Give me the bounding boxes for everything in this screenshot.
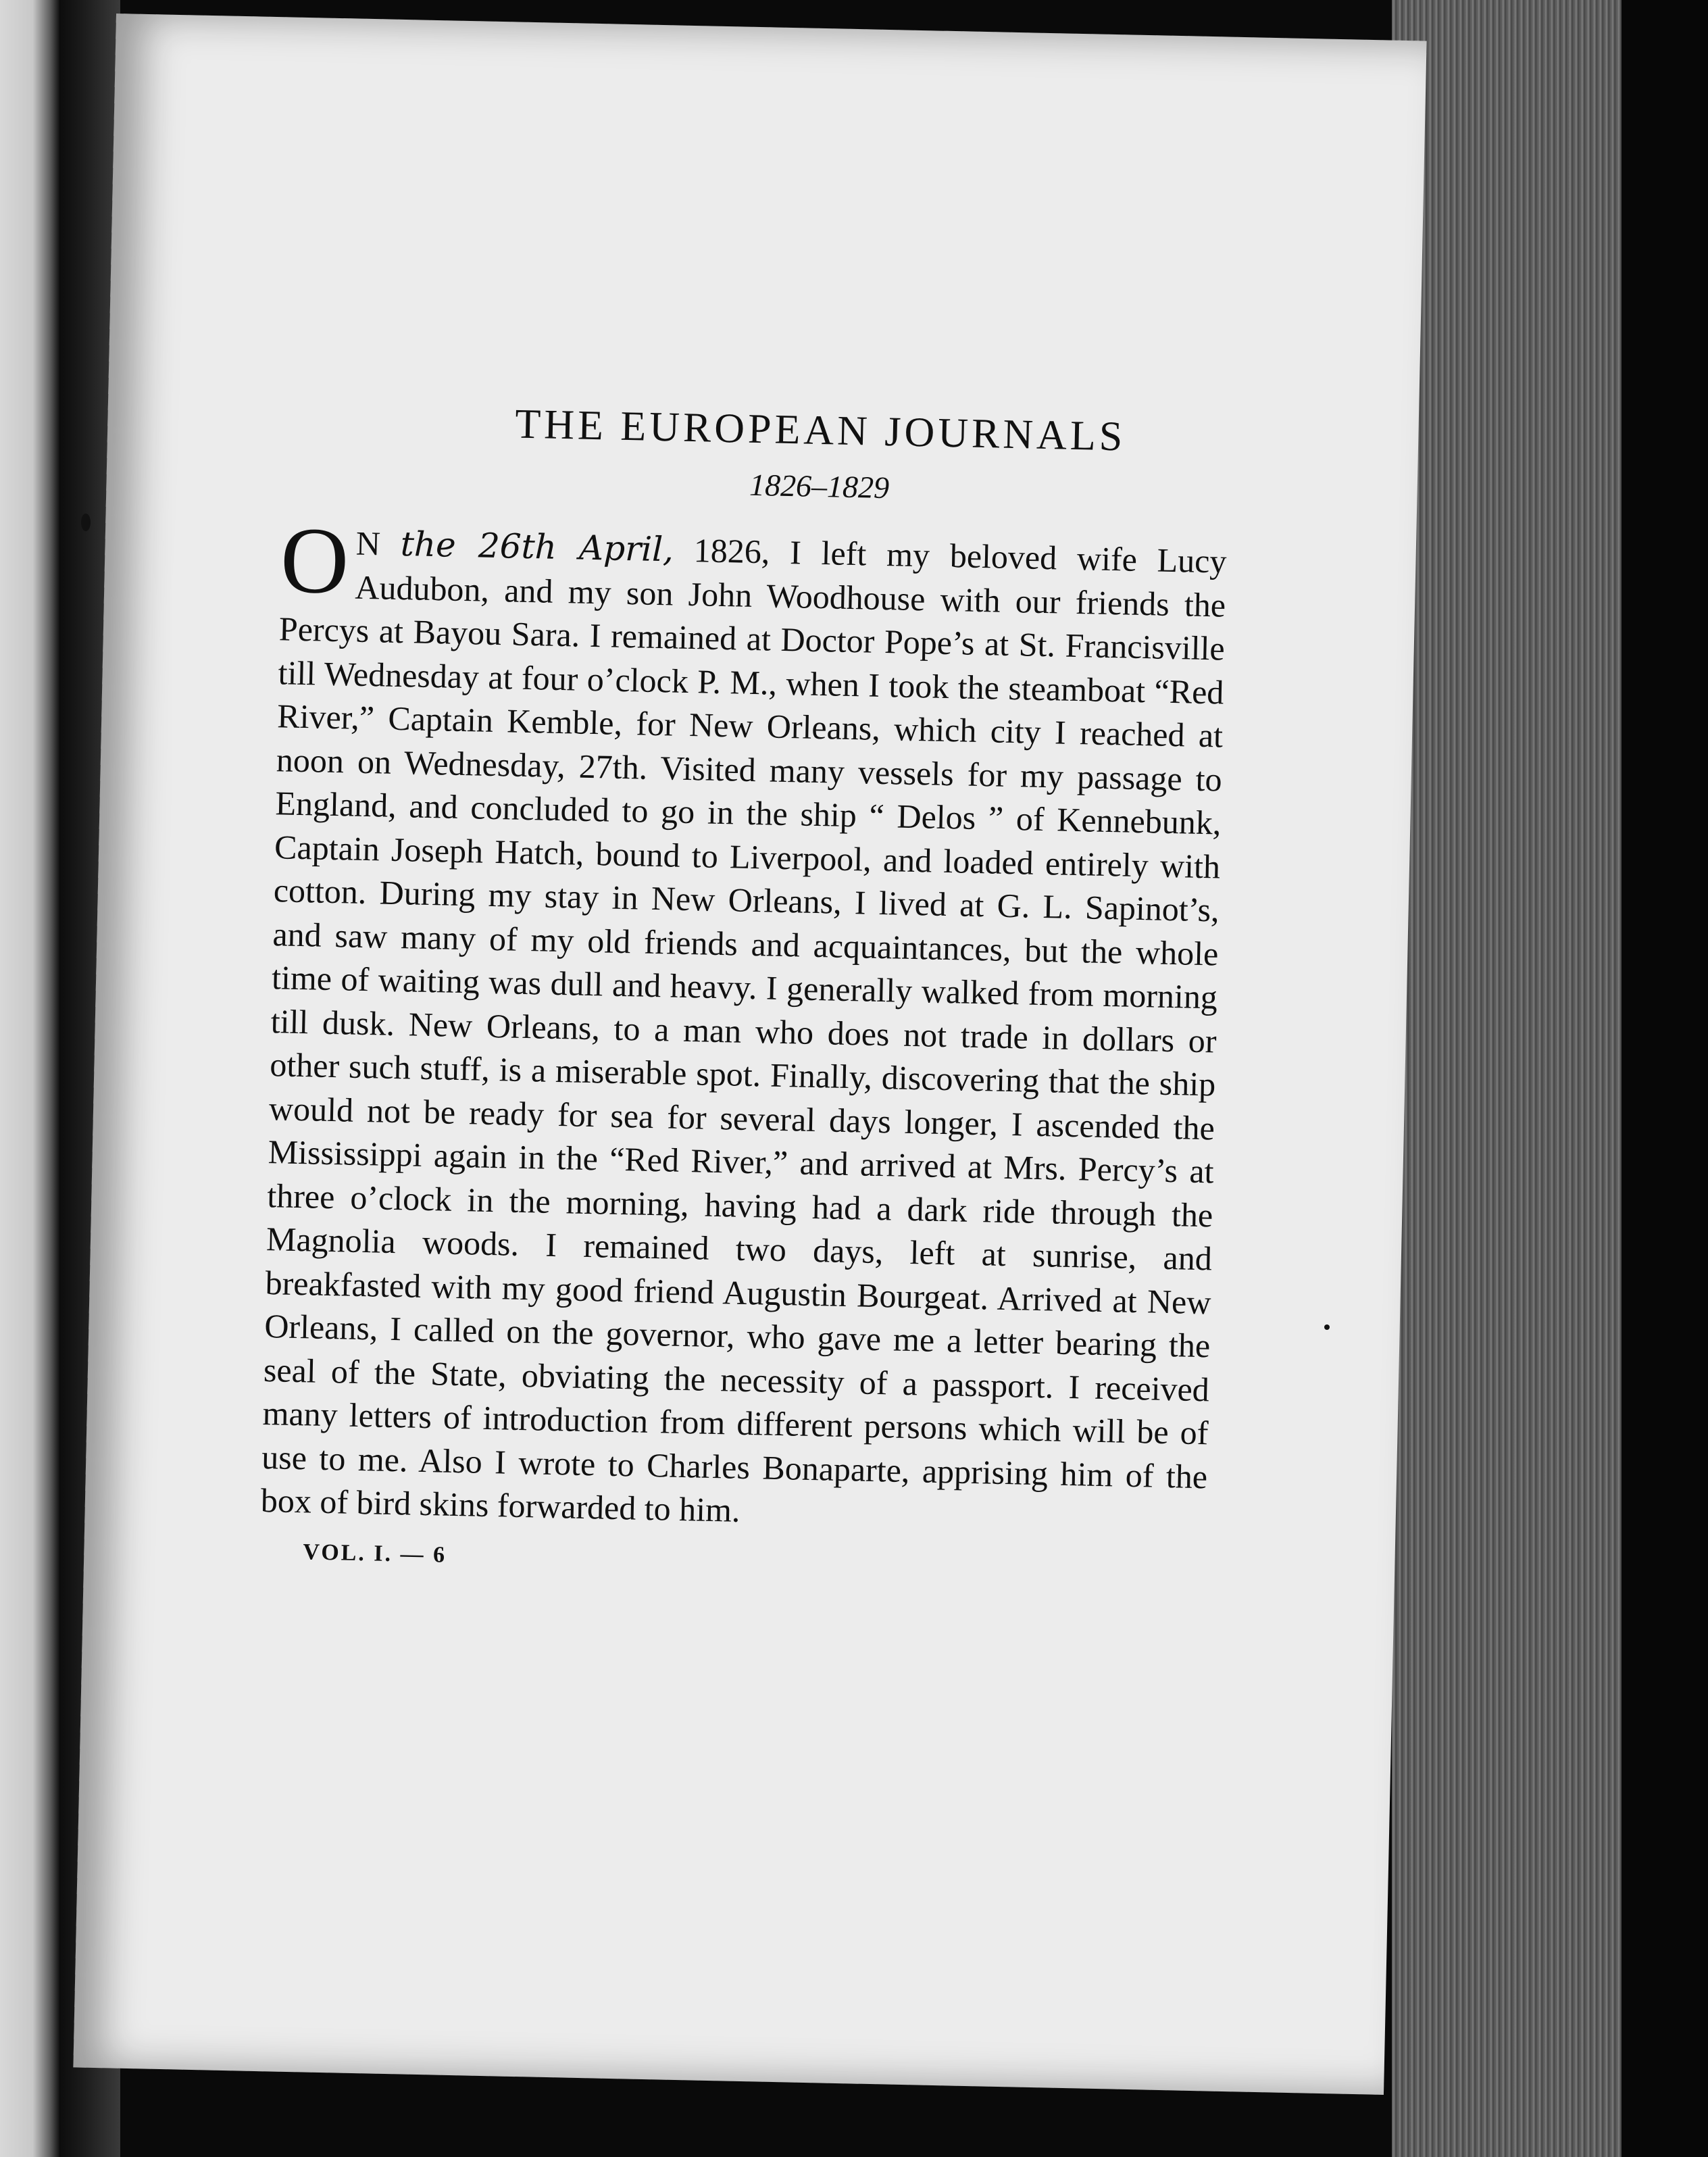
scan-speck — [81, 514, 91, 531]
book-page — [73, 14, 1426, 2095]
page-stack-edges — [1392, 0, 1622, 2157]
drop-cap: O — [279, 507, 350, 614]
previous-page-edge — [0, 0, 59, 2157]
opening-date: the 26th April, — [400, 524, 674, 570]
scan-speck — [1324, 1324, 1330, 1330]
journal-paragraph — [260, 507, 1228, 1541]
page-title: THE EUROPEAN JOURNALS — [514, 401, 1127, 460]
page-content — [259, 395, 1230, 1583]
date-range: 1826–1829 — [749, 467, 890, 505]
signature-mark: VOL. I. — 6 — [303, 1539, 447, 1568]
paragraph-text: 1826, I left my beloved wife Lucy Audubon, and my son John Woodhouse with our friends the Percys at Bayou Sara. I remained at Doctor Pope’s at St. Francisville till Wednesday at four o’clock P. M., when I took the steamboat “Red River,” Captain Kemble, for New Orleans, which city I reached at noon on Wednesday, 27th. Visited many vessels for my passage to England, and concluded to go in the ship “ Delos ” of Kennebunk, Captain Joseph Hatch, bound to Liverpool, and loaded entirely with cotton. During my stay in New Orleans, I lived at G. L. Sapinot’s, and saw many of my old friends and acquaintances, but the whole time of waiting was dull and heavy. I generally walked from morning till dusk. New Orleans, to a man who does not trade in dollars or other such stuff, is a miserable spot. Finally, discovering that the ship would not be ready for sea for several days longer, I ascended the Mississippi again in the “Red River,” and arrived at Mrs. Percy’s at three o’clock in the morning, having had a dark ride through the Magnolia woods. I remained two days, left at sunrise, and breakfasted with my good friend Augustin Bourgeat. Arrived at New Orleans, I called on the governor, who gave me a letter bearing the seal of the State, obviating the necessity of a passport. I received many letters of introduction from different persons which will be of use to me. Also I wrote to Charles Bonaparte, apprising him of the box of bird skins forwarded to him. — [260, 531, 1228, 1529]
opening-small-caps: N — [355, 524, 381, 563]
background-right — [1622, 0, 1708, 2157]
